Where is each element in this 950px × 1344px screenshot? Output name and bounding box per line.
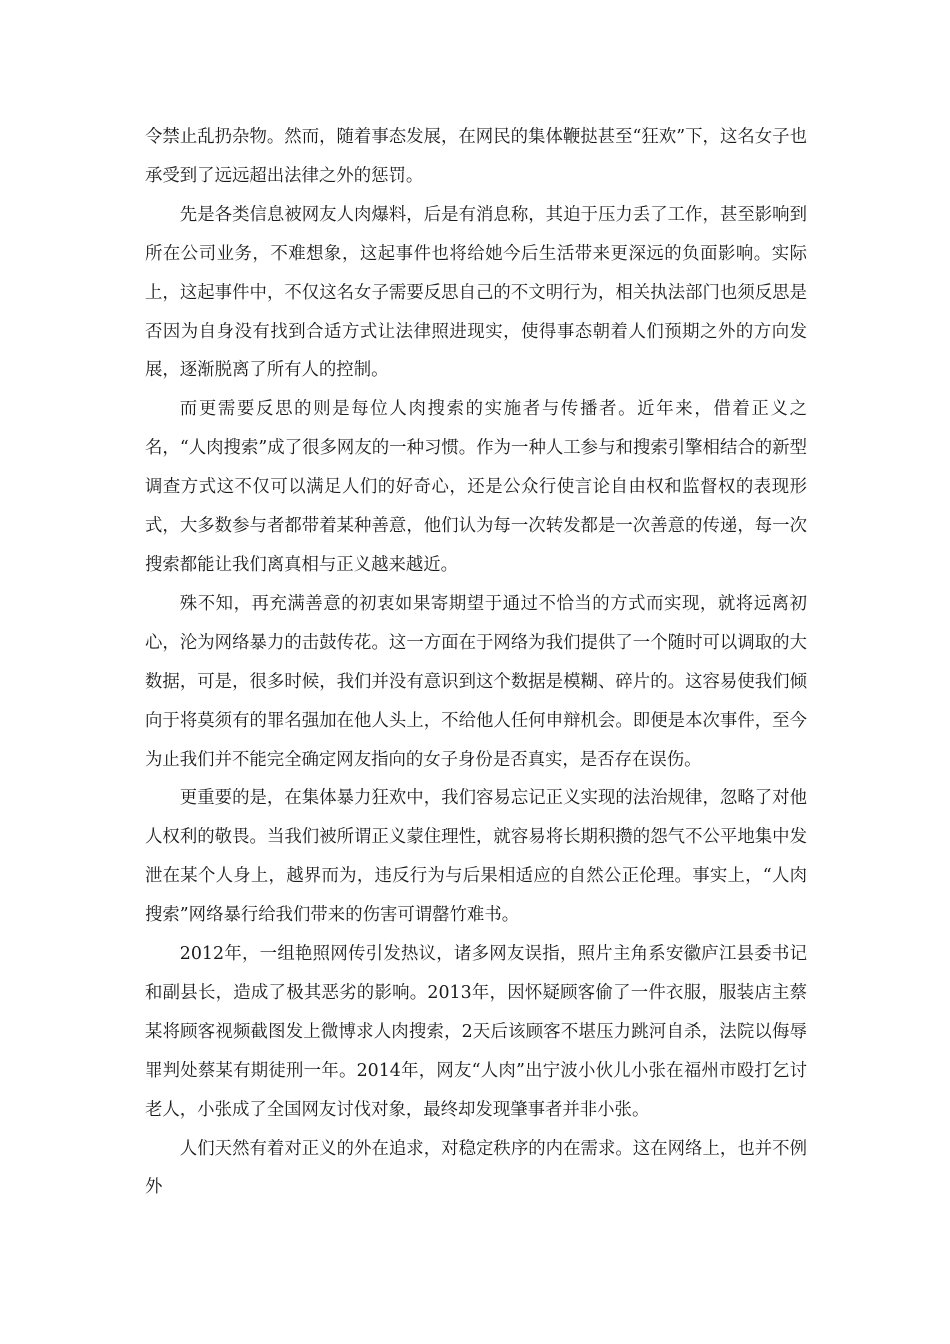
- paragraph: 人们天然有着对正义的外在追求，对稳定秩序的内在需求。这在网络上，也并不例外: [145, 1138, 807, 1198]
- paragraph: 更重要的是，在集体暴力狂欢中，我们容易忘记正义实现的法治规律，忽略了对他人权利的敬畏。当我们被所谓正义蒙住理性，就容易将长期积攒的怨气不公平地集中发泄在某个人身上，越界而为，违反行为与后果相适应的自然公正伦理。事实上，“人肉搜索”网络暴行给我们带来的伤害可谓罄竹难书。: [145, 788, 807, 926]
- paragraph: 2012年，一组艳照网传引发热议，诸多网友误指，照片主角系安徽庐江县委书记和副县长，造成了极其恶劣的影响。2013年，因怀疑顾客偷了一件衣服，服装店主蔡某将顾客视频截图发上微博求人肉搜索，2天后该顾客不堪压力跳河自杀，法院以侮辱罪判处蔡某有期徒刑一年。2014年，网友“人肉”出宁波小伙儿小张在福州市殴打乞讨老人，小张成了全国网友讨伐对象，最终却发现肇事者并非小张。: [145, 944, 807, 1120]
- document-body: [145, 118, 807, 1207]
- paragraph: 而更需要反思的则是每位人肉搜索的实施者与传播者。近年来，借着正义之名，“人肉搜索”成了很多网友的一种习惯。作为一种人工参与和搜索引擎相结合的新型调查方式这不仅可以满足人们的好奇心，还是公众行使言论自由权和监督权的表现形式，大多数参与者都带着某种善意，他们认为每一次转发都是一次善意的传递，每一次搜索都能让我们离真相与正义越来越近。: [145, 399, 807, 575]
- paragraph: 令禁止乱扔杂物。然而，随着事态发展，在网民的集体鞭挞甚至“狂欢”下，这名女子也承受到了远远超出法律之外的惩罚。: [145, 127, 807, 186]
- paragraph: 殊不知，再充满善意的初衷如果寄期望于通过不恰当的方式而实现，就将远离初心，沦为网络暴力的击鼓传花。这一方面在于网络为我们提供了一个随时可以调取的大数据，可是，很多时候，我们并没有意识到这个数据是模糊、碎片的。这容易使我们倾向于将莫须有的罪名强加在他人头上，不给他人任何申辩机会。即便是本次事件，至今为止我们并不能完全确定网友指向的女子身份是否真实，是否存在误伤。: [145, 593, 807, 770]
- paragraph: 先是各类信息被网友人肉爆料，后是有消息称，其迫于压力丢了工作，甚至影响到所在公司业务，不难想象，这起事件也将给她今后生活带来更深远的负面影响。实际上，这起事件中，不仅这名女子需要反思自己的不文明行为，相关执法部门也须反思是否因为自身没有找到合适方式让法律照进现实，使得事态朝着人们预期之外的方向发展，逐渐脱离了所有人的控制。: [145, 204, 807, 381]
